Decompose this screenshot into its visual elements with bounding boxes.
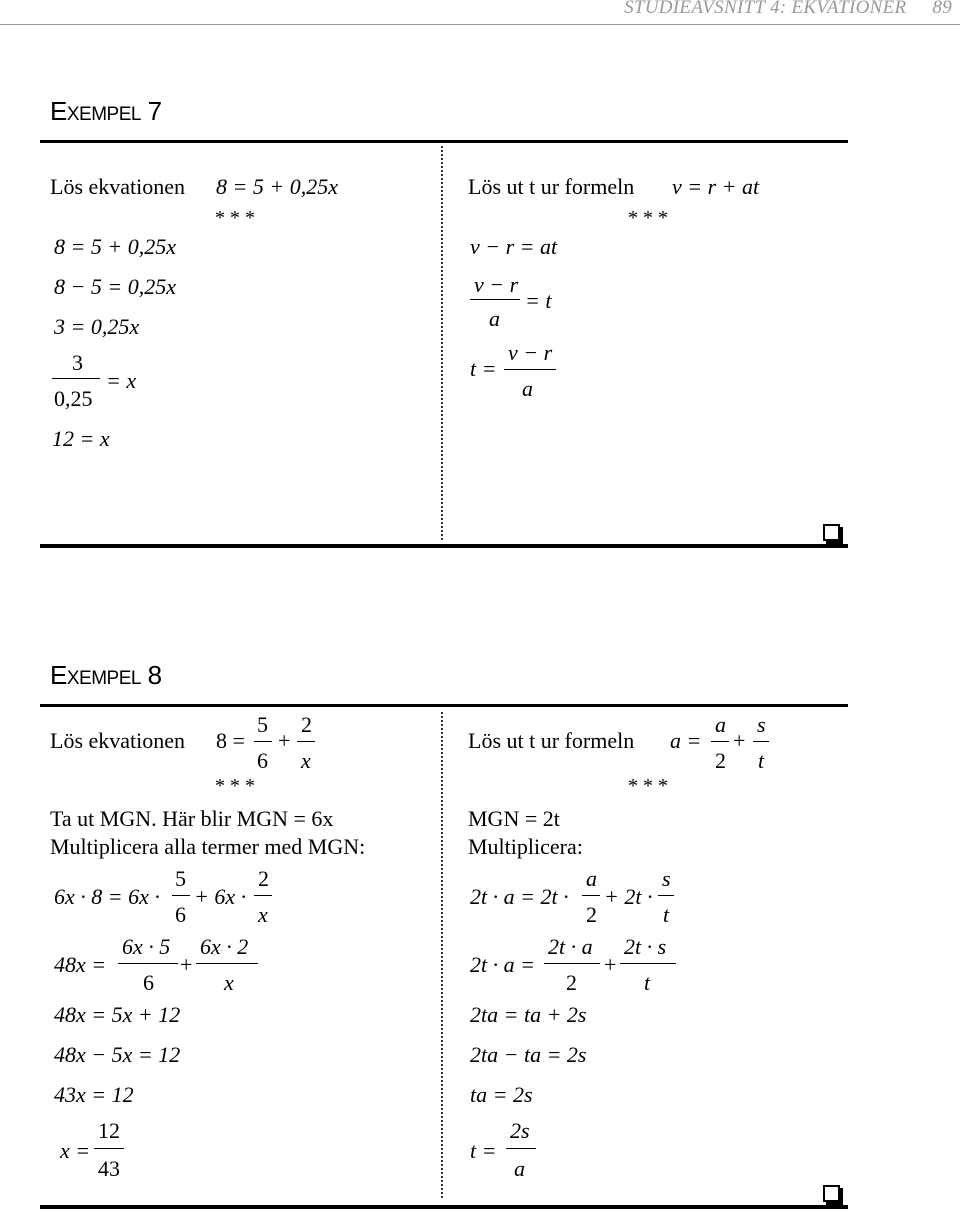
ex8-right-step-3: 2ta = ta + 2s [470, 1002, 587, 1027]
end-of-example-checkbox-icon [823, 524, 840, 541]
ex8-right-task-frac1-bar [711, 741, 729, 742]
ex8-step-1-mid: + 6x · [194, 884, 247, 909]
ex8-task-label: Lös ekvationen [50, 728, 186, 753]
ex8-right-stars: * * * [628, 775, 668, 797]
ex8-multiply-line: Multiplicera alla termer med MGN: [50, 834, 366, 859]
ex8-right-task-frac2-denominator: t [758, 748, 765, 773]
ex8-right-step-1-mid: + 2t · [604, 884, 653, 909]
ex7-step-4-denominator: 0,25 [54, 386, 93, 411]
ex7-right-step-3-fraction-bar [504, 369, 556, 370]
ex7-right-step-2-numerator: v − r [474, 272, 519, 297]
ex8-right-step-1-frac1-bar [582, 895, 600, 896]
header-rule [0, 24, 960, 25]
ex7-right-step-3-denominator: a [522, 376, 533, 401]
ex8-right-task-plus: + [733, 728, 746, 753]
ex7-step-4-rhs: = x [106, 368, 137, 393]
ex8-step-1-frac2-denominator: x [258, 902, 268, 927]
ex8-right-step-2-frac1-bar [544, 963, 600, 964]
ex8-step-6-lhs: x = [60, 1138, 91, 1163]
ex8-step-4: 48x − 5x = 12 [54, 1042, 181, 1067]
ex8-step-2-plus: + [180, 952, 193, 977]
ex8-right-step-2-frac2-bar [620, 963, 676, 964]
ex7-right-stars: * * * [628, 207, 668, 229]
ex8-right-step-2-frac1-denominator: 2 [566, 970, 577, 995]
example-8-top-rule [40, 704, 848, 707]
ex8-step-6-fraction-bar [94, 1148, 124, 1149]
ex8-step-2-frac2-denominator: x [224, 970, 234, 995]
ex8-right-step-1-lhs: 2t · a = 2t · [470, 884, 569, 909]
ex8-right-mgn-line: MGN = 2t [468, 806, 560, 831]
ex8-right-step-2-frac2-numerator: 2t · s [624, 934, 667, 959]
ex7-task-equation: 8 = 5 + 0,25x [216, 174, 338, 199]
example-8-title: EXEMPEL 8 [50, 660, 162, 690]
ex8-step-5: 43x = 12 [54, 1082, 134, 1107]
page-number: 89 [932, 0, 952, 18]
ex8-right-step-2-lhs: 2t · a = [470, 952, 535, 977]
ex7-stars: * * * [215, 207, 255, 229]
ex8-right-step-4: 2ta − ta = 2s [470, 1042, 587, 1067]
ex8-right-task-frac1-denominator: 2 [715, 748, 726, 773]
ex8-step-1-lhs: 6x · 8 = 6x · [54, 884, 160, 909]
ex8-right-step-6-denominator: a [514, 1156, 525, 1181]
ex7-right-step-1: v − r = at [470, 234, 558, 259]
ex7-right-step-3-numerator: v − r [508, 340, 553, 365]
ex7-step-5: 12 = x [52, 426, 110, 451]
ex7-right-step-3-lhs: t = [470, 356, 497, 381]
ex7-right-task-label: Lös ut t ur formeln [468, 174, 635, 199]
ex8-right-multiply-line: Multiplicera: [468, 834, 583, 859]
ex7-step-3: 3 = 0,25x [54, 314, 140, 339]
ex8-task-frac1-numerator: 5 [257, 712, 268, 737]
ex7-task-label: Lös ekvationen [50, 174, 186, 199]
ex7-step-2: 8 − 5 = 0,25x [54, 274, 176, 299]
ex8-right-step-1-frac1-denominator: 2 [586, 902, 597, 927]
ex8-stars: * * * [215, 775, 255, 797]
ex8-step-6-numerator: 12 [98, 1118, 120, 1143]
ex8-right-step-1-frac1-numerator: a [586, 866, 597, 891]
ex8-task-frac1-denominator: 6 [257, 748, 268, 773]
ex8-right-step-2-frac1-numerator: 2t · a [548, 934, 593, 959]
ex7-right-step-2-denominator: a [489, 306, 500, 331]
ex8-step-1-frac1-numerator: 5 [175, 866, 186, 891]
ex8-right-step-6-lhs: t = [470, 1138, 497, 1163]
ex8-right-step-2-frac2-denominator: t [644, 970, 651, 995]
ex8-step-1-frac2-numerator: 2 [258, 866, 269, 891]
end-of-example-checkbox-icon [823, 1185, 840, 1202]
ex8-mgn-line: Ta ut MGN. Här blir MGN = 6x [50, 806, 334, 831]
ex8-task-frac1-bar [254, 741, 272, 742]
ex8-step-2-frac1-denominator: 6 [143, 970, 154, 995]
ex8-step-1-frac1-denominator: 6 [175, 902, 186, 927]
example-8-bottom-rule [40, 1205, 848, 1209]
ex8-right-task-lhs: a = [670, 728, 702, 753]
ex8-right-task-frac2-bar [753, 741, 769, 742]
ex7-step-4-numerator: 3 [72, 350, 83, 375]
ex8-right-step-1-frac2-denominator: t [663, 902, 670, 927]
example-7-title: EXEMPEL 7 [50, 96, 162, 126]
ex8-right-step-6-fraction-bar [506, 1148, 536, 1149]
example-7-column-divider [441, 146, 443, 540]
ex8-step-2-frac1-numerator: 6x · 5 [122, 934, 171, 959]
ex8-step-1-frac2-bar [254, 895, 272, 896]
ex8-task-frac2-denominator: x [301, 748, 311, 773]
ex7-step-1: 8 = 5 + 0,25x [54, 234, 176, 259]
ex7-step-4-fraction-bar [52, 378, 100, 379]
ex8-right-task-frac1-numerator: a [715, 712, 726, 737]
ex8-step-2-frac2-bar [196, 963, 258, 964]
ex8-step-3: 48x = 5x + 12 [54, 1002, 181, 1027]
chapter-title: STUDIEAVSNITT 4: EKVATIONER [624, 0, 907, 18]
ex8-right-step-6-numerator: 2s [510, 1118, 530, 1143]
ex7-right-step-2-rhs: = t [525, 288, 552, 313]
ex8-step-6-denominator: 43 [98, 1156, 120, 1181]
ex8-right-step-1-frac2-numerator: s [662, 866, 671, 891]
ex8-right-task-label: Lös ut t ur formeln [468, 728, 635, 753]
ex7-right-task-equation: v = r + at [672, 174, 760, 199]
ex8-task-lhs: 8 = [216, 728, 245, 753]
ex7-right-step-2-fraction-bar [470, 299, 520, 300]
example-8-column-divider [441, 712, 443, 1198]
ex8-right-step-2-plus: + [604, 952, 617, 977]
ex8-task-plus: + [278, 728, 291, 753]
ex8-task-frac2-bar [297, 741, 315, 742]
ex8-step-2-frac2-numerator: 6x · 2 [200, 934, 249, 959]
ex8-right-step-5: ta = 2s [470, 1082, 533, 1107]
running-header [624, 0, 952, 19]
example-7-bottom-rule [40, 544, 848, 548]
ex8-step-2-frac1-bar [118, 963, 178, 964]
ex8-right-step-1-frac2-bar [658, 895, 674, 896]
ex8-task-frac2-numerator: 2 [301, 712, 312, 737]
ex8-step-1-frac1-bar [172, 895, 190, 896]
ex8-right-task-frac2-numerator: s [757, 712, 766, 737]
ex8-step-2-lhs: 48x = [54, 952, 107, 977]
example-7-top-rule [40, 140, 848, 143]
